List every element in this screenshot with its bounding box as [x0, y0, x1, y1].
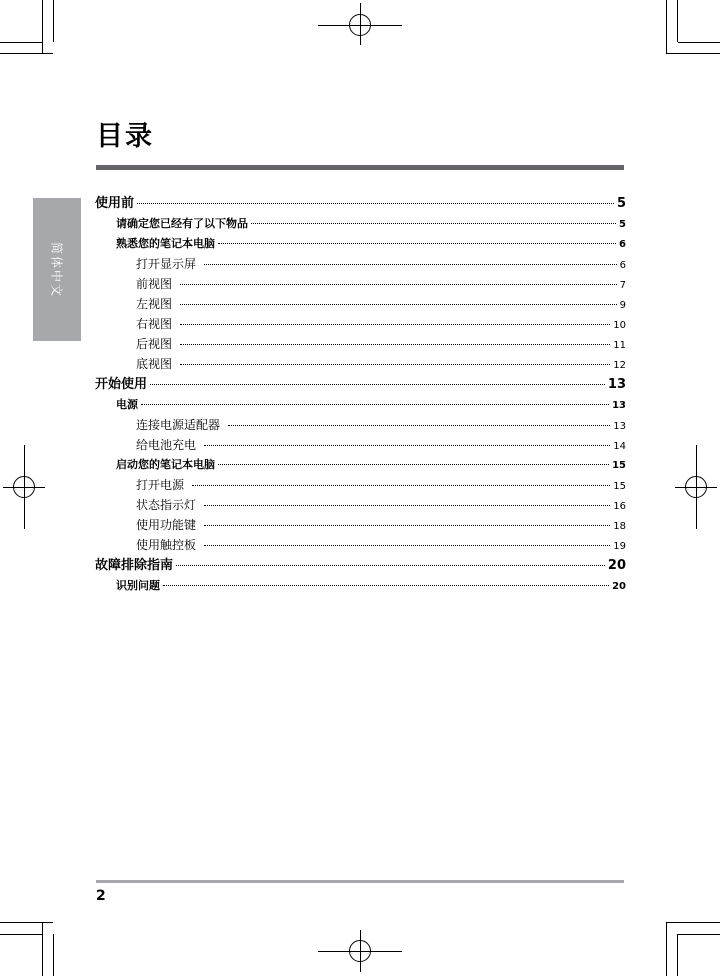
toc-label: 故障排除指南: [95, 558, 174, 573]
toc-entry-charge-battery[interactable]: [95, 435, 626, 455]
toc-leader-dots: [204, 505, 610, 506]
footer-rule: [96, 880, 624, 883]
toc-leader-dots: [228, 425, 610, 426]
toc-entry-identify-problems[interactable]: [95, 576, 626, 596]
toc-leader-dots: [204, 545, 610, 546]
toc-entry-function-keys[interactable]: [95, 515, 626, 535]
toc-entry-status-indicators[interactable]: [95, 495, 626, 515]
toc-label: 请确定您已经有了以下物品: [116, 217, 248, 230]
toc-page: 16: [613, 501, 626, 512]
toc-page: 6: [619, 239, 626, 250]
toc-entry-start-notebook[interactable]: [95, 455, 626, 475]
toc-leader-dots: [150, 384, 605, 385]
toc-leader-dots: [251, 223, 616, 224]
toc-entry-power-on[interactable]: [95, 475, 626, 495]
toc-page: 6: [619, 260, 626, 271]
toc-leader-dots: [180, 284, 617, 285]
toc-label: 状态指示灯: [136, 498, 197, 512]
toc-page: 12: [613, 360, 626, 371]
toc-leader-dots: [204, 264, 617, 265]
toc-entry-left-view[interactable]: [95, 294, 626, 314]
toc-entry-know-your-notebook[interactable]: [95, 234, 626, 254]
toc-leader-dots: [180, 344, 610, 345]
toc-label: 开始使用: [95, 377, 148, 392]
toc-entry-touchpad[interactable]: [95, 535, 626, 555]
toc-page: 10: [613, 320, 626, 331]
toc-label: 右视图: [136, 317, 173, 331]
toc-leader-dots: [204, 525, 610, 526]
toc-label: 识别问题: [116, 579, 160, 592]
toc-page: 5: [616, 196, 626, 211]
toc-entry-front-view[interactable]: [95, 274, 626, 294]
toc-page: 13: [612, 400, 626, 411]
toc-label: 电源: [116, 398, 138, 411]
toc-page: 9: [619, 300, 626, 311]
toc-leader-dots: [218, 464, 609, 465]
toc-label: 前视图: [136, 277, 173, 291]
toc-page: 11: [613, 340, 626, 351]
toc-entry-bottom-view[interactable]: [95, 354, 626, 374]
toc-label: 使用功能键: [136, 518, 197, 532]
toc-label: 底视图: [136, 357, 173, 371]
page-title: 目录: [96, 121, 154, 152]
toc-page: 18: [613, 521, 626, 532]
page-number: 2: [96, 888, 106, 904]
toc-label: 给电池充电: [136, 438, 197, 452]
toc-leader-dots: [180, 324, 610, 325]
toc-entry-before-use[interactable]: [95, 193, 626, 214]
toc-page: 14: [613, 441, 626, 452]
toc-entry-connect-adapter[interactable]: [95, 415, 626, 435]
toc-label: 后视图: [136, 337, 173, 351]
toc-leader-dots: [204, 445, 610, 446]
toc-page: 15: [612, 460, 626, 471]
toc-leader-dots: [176, 565, 605, 566]
toc-entry-rear-view[interactable]: [95, 334, 626, 354]
toc-label: 启动您的笔记本电脑: [116, 458, 215, 471]
toc-page: 20: [612, 581, 626, 592]
toc-entry-troubleshooting[interactable]: [95, 555, 626, 576]
toc-leader-dots: [192, 485, 610, 486]
toc-entry-open-display[interactable]: [95, 254, 626, 274]
table-of-contents: [95, 193, 626, 596]
toc-label: 打开显示屏: [136, 257, 197, 271]
language-label: 简体中文: [49, 241, 64, 298]
toc-page: 15: [613, 481, 626, 492]
toc-entry-power[interactable]: [95, 395, 626, 415]
toc-label: 打开电源: [136, 478, 185, 492]
toc-leader-dots: [180, 304, 617, 305]
toc-entry-right-view[interactable]: [95, 314, 626, 334]
toc-leader-dots: [141, 404, 609, 405]
title-rule: [96, 165, 624, 170]
toc-label: 使用触控板: [136, 538, 197, 552]
toc-entry-getting-started[interactable]: [95, 374, 626, 395]
toc-page: 20: [607, 558, 626, 573]
toc-label: 使用前: [95, 196, 135, 211]
toc-page: 19: [613, 541, 626, 552]
toc-page: 13: [613, 421, 626, 432]
toc-label: 熟悉您的笔记本电脑: [116, 237, 215, 250]
toc-leader-dots: [180, 364, 610, 365]
toc-leader-dots: [218, 243, 616, 244]
toc-leader-dots: [137, 203, 614, 204]
toc-label: 左视图: [136, 297, 173, 311]
toc-label: 连接电源适配器: [136, 418, 221, 432]
toc-page: 5: [619, 219, 626, 230]
toc-page: 13: [607, 377, 626, 392]
language-side-tab: [33, 198, 81, 341]
toc-leader-dots: [163, 585, 609, 586]
toc-page: 7: [619, 280, 626, 291]
toc-entry-check-items[interactable]: [95, 214, 626, 234]
